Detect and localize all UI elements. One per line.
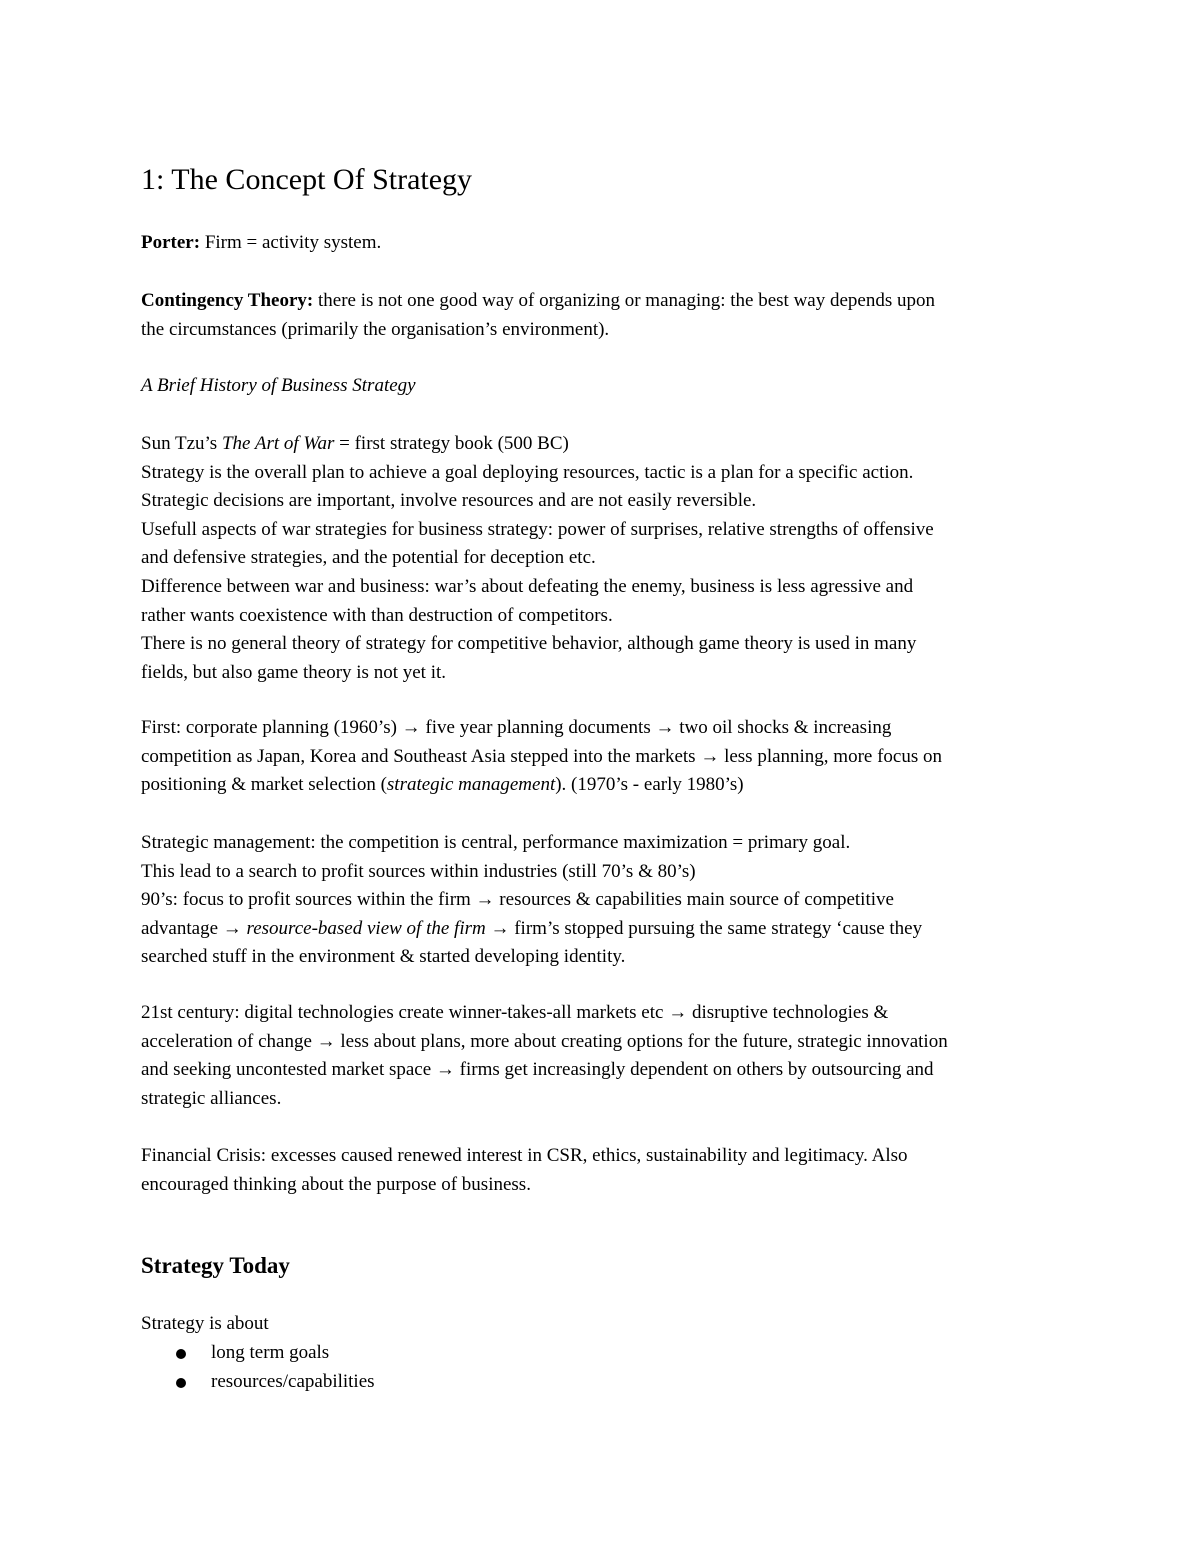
list-item	[141, 1368, 375, 1397]
sm-line-5: searched stuff in the environment & started developing identity.	[141, 946, 626, 968]
sun-tzu-post: = first strategy book (500 BC)	[334, 433, 569, 454]
financial-crisis-line: encouraged thinking about the purpose of business.	[141, 1173, 531, 1195]
sm-line-2: This lead to a search to profit sources within industries (still 70’s & 80’s)	[141, 860, 696, 882]
bullet-icon	[176, 1349, 186, 1359]
history-line: and defensive strategies, and the potential for deception etc.	[141, 547, 596, 569]
history-line: There is no general theory of strategy for competitive behavior, although game theory is used in many	[141, 633, 917, 655]
century21-line: acceleration of change → less about plans, more about creating options for the future, strategic innovation	[141, 1030, 948, 1052]
history-line: Difference between war and business: war’s about defeating the enemy, business is less agressive and	[141, 575, 914, 597]
contingency-label: Contingency Theory:	[141, 290, 314, 311]
sm-line-4-pre: advantage →	[141, 917, 247, 939]
strategy-today-intro-block	[141, 1310, 269, 1339]
century21-paragraph	[141, 999, 948, 1113]
contingency-line-2: the circumstances (primarily the organisation’s environment).	[141, 318, 610, 340]
porter-label: Porter:	[141, 232, 201, 253]
sm-line-4-post: → firm’s stopped pursuing the same strategy ‘cause they	[485, 917, 923, 939]
strategy-today-heading: Strategy Today	[141, 1253, 290, 1278]
history-heading	[141, 372, 416, 401]
strategic-management-paragraph	[141, 829, 922, 972]
first-line-3-pre: positioning & market selection (	[141, 774, 387, 796]
century21-line: 21st century: digital technologies create winner-takes-all markets etc → disruptive technologies &	[141, 1002, 889, 1023]
history-line: fields, but also game theory is not yet it.	[141, 661, 447, 683]
sun-tzu-line	[141, 430, 934, 459]
century21-line: strategic alliances.	[141, 1087, 282, 1109]
sm-line-4	[141, 915, 922, 944]
sm-line-4-italic: resource-based view of the firm	[246, 917, 486, 939]
contingency-line-1	[141, 287, 935, 316]
financial-crisis-line: Financial Crisis: excesses caused renewed interest in CSR, ethics, sustainability and legitimacy. Also	[141, 1145, 908, 1166]
first-line-3	[141, 771, 942, 800]
page-title: 1: The Concept Of Strategy	[141, 163, 473, 196]
bullet-icon	[176, 1378, 186, 1388]
financial-crisis-paragraph	[141, 1142, 908, 1199]
porter-text: Firm = activity system.	[200, 232, 382, 253]
sm-line-1: Strategic management: the competition is central, performance maximization = primary goal.	[141, 832, 851, 853]
strategy-today-list	[141, 1339, 375, 1396]
list-item	[141, 1339, 375, 1368]
history-line: Strategic decisions are important, involve resources and are not easily reversible.	[141, 490, 757, 512]
first-line-3-post: ). (1970’s - early 1980’s)	[555, 774, 744, 796]
porter-line	[141, 229, 381, 258]
first-line-3-italic: strategic management	[386, 774, 556, 796]
sun-tzu-book: The Art of War	[221, 433, 335, 454]
contingency-paragraph	[141, 287, 935, 344]
sm-line-3: 90’s: focus to profit sources within the firm → resources & capabilities main source of competitive	[141, 889, 894, 911]
contingency-text: there is not one good way of organizing or managing: the best way depends upon	[313, 290, 935, 311]
history-line: Usefull aspects of war strategies for business strategy: power of surprises, relative strengths of offensive	[141, 518, 934, 540]
century21-line: and seeking uncontested market space → firms get increasingly dependent on others by outsourcing and	[141, 1059, 934, 1081]
porter-paragraph	[141, 229, 381, 258]
first-line-1: First: corporate planning (1960’s) → five year planning documents → two oil shocks & increasing	[141, 717, 892, 738]
first-paragraph	[141, 714, 942, 800]
history-paragraph	[141, 430, 934, 687]
strategy-today-intro: Strategy is about	[141, 1313, 269, 1334]
list-item-text: long term goals	[211, 1342, 330, 1363]
history-heading-text: A Brief History of Business Strategy	[141, 375, 416, 396]
first-line-2: competition as Japan, Korea and Southeast Asia stepped into the markets → less planning, more focus on	[141, 745, 942, 767]
sun-tzu-pre: Sun Tzu’s	[141, 433, 222, 454]
list-item-text: resources/capabilities	[211, 1370, 375, 1392]
history-line: rather wants coexistence with than destruction of competitors.	[141, 604, 613, 626]
history-heading-block	[141, 372, 416, 401]
history-line: Strategy is the overall plan to achieve a goal deploying resources, tactic is a plan for a specific action.	[141, 461, 914, 483]
